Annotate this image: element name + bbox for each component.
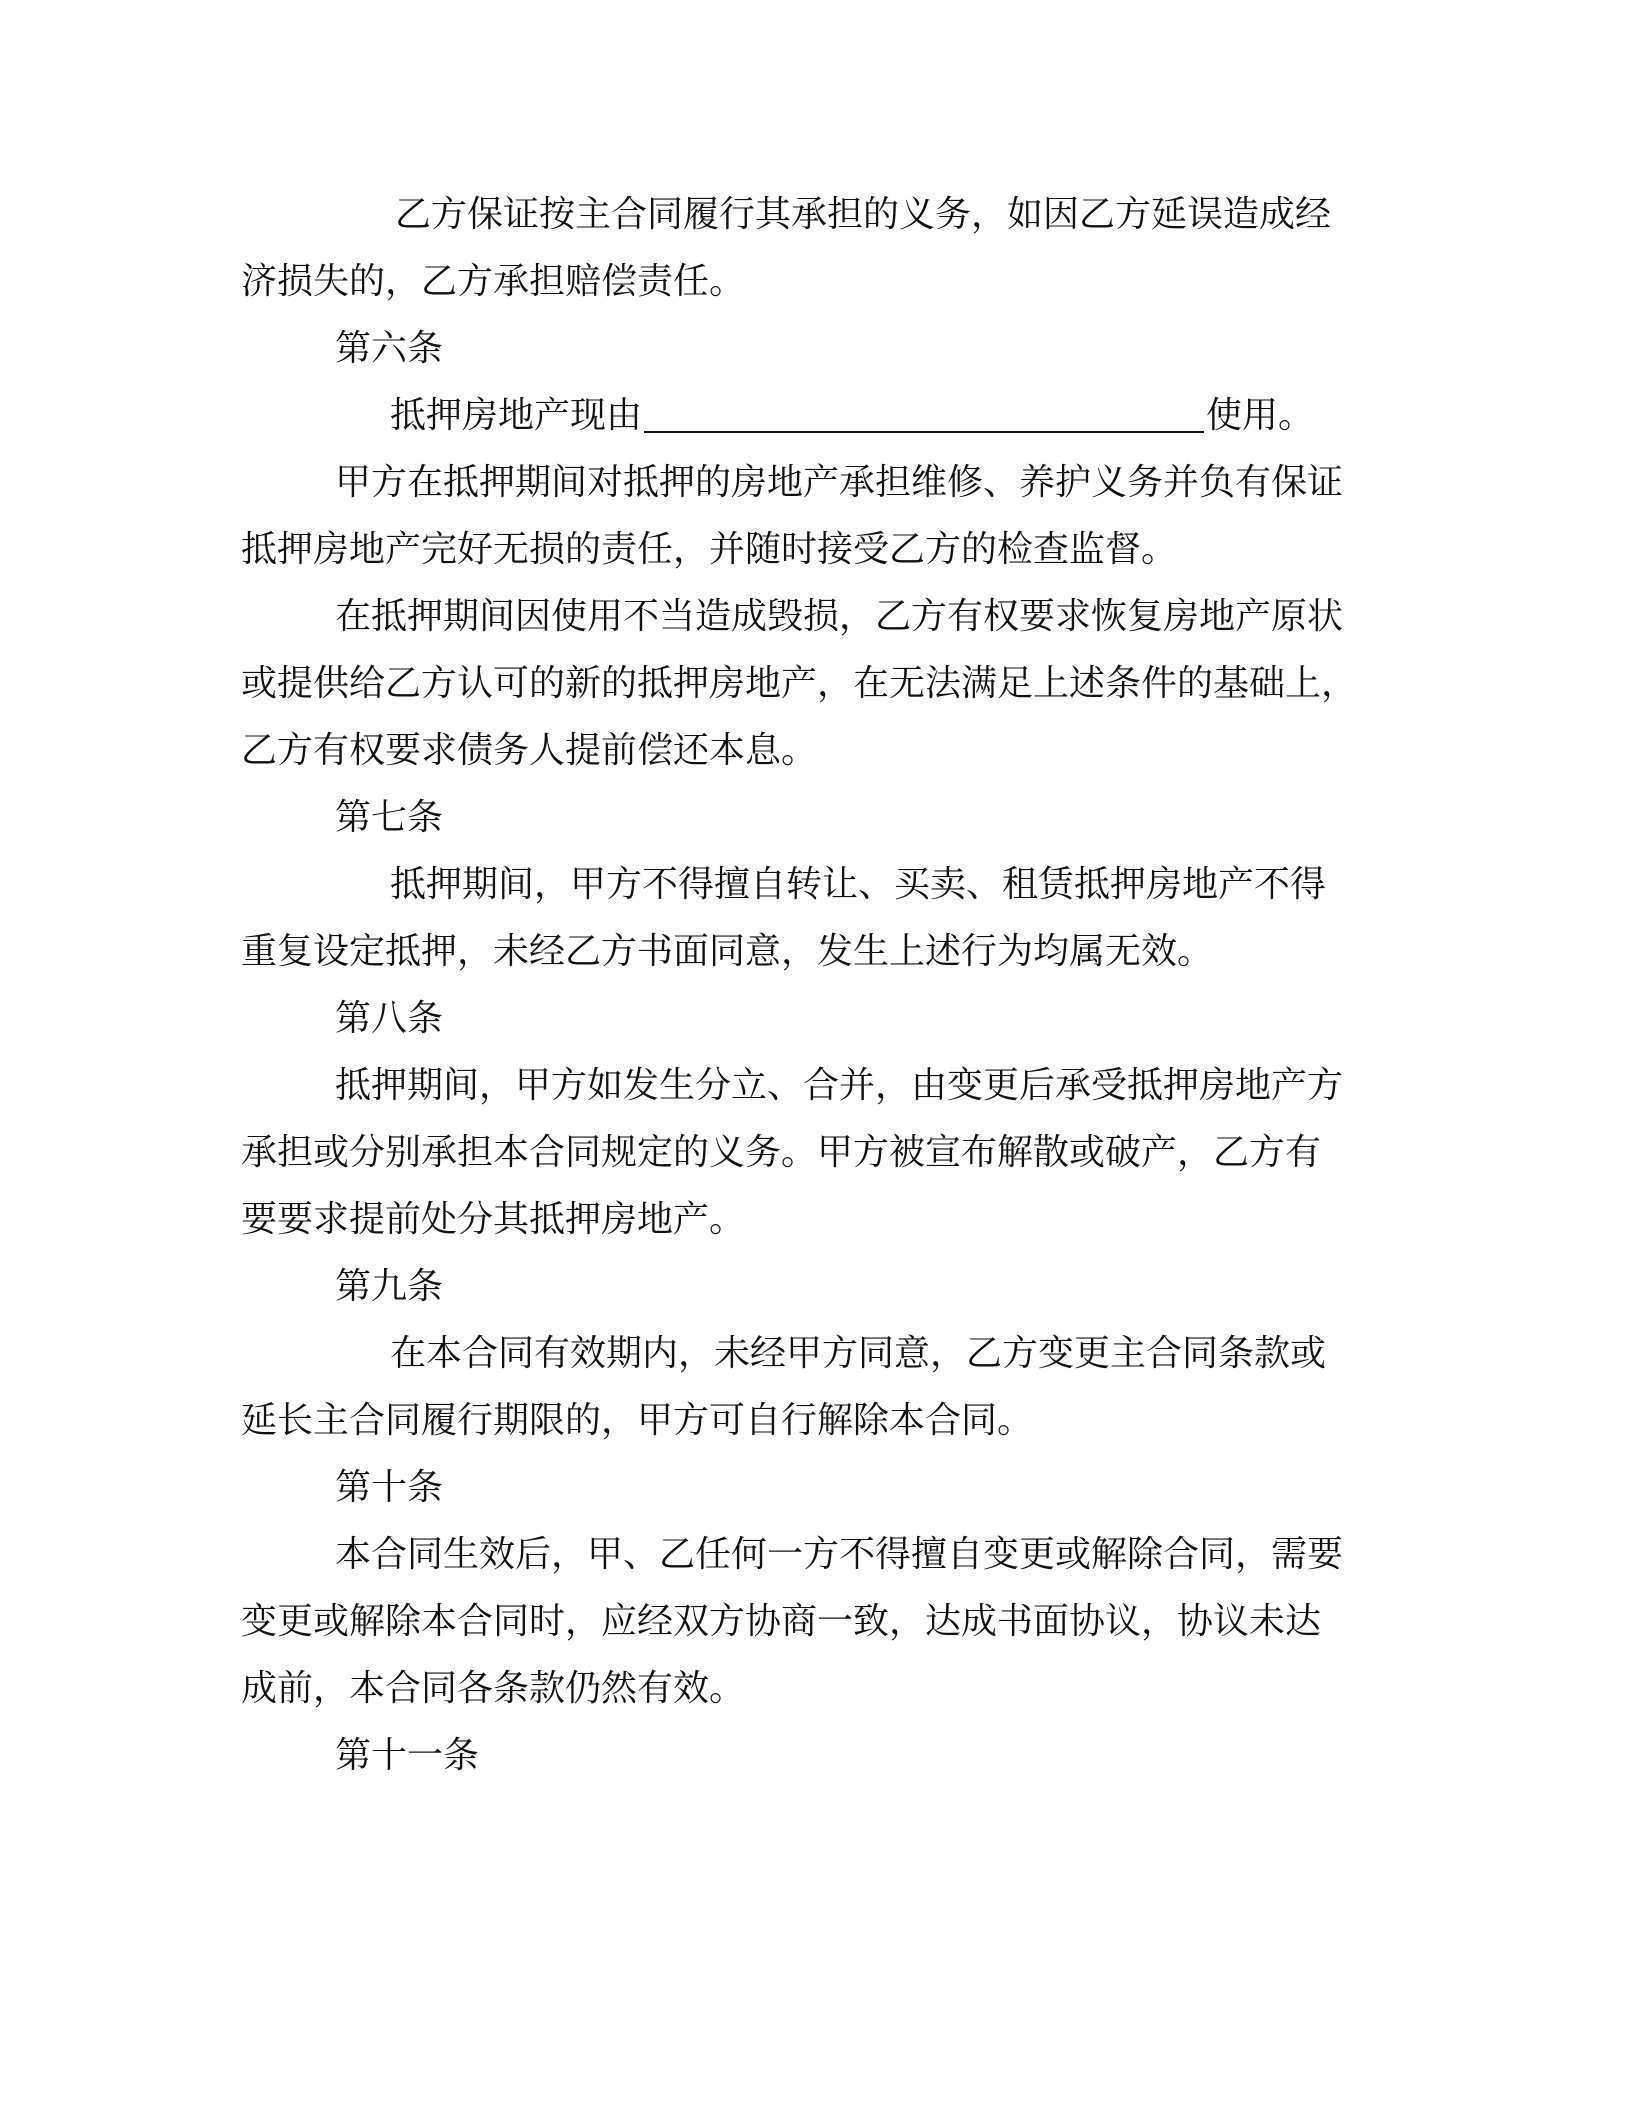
article-9-heading: 第九条 — [335, 1266, 444, 1307]
article-6-paragraph-line: 甲方在抵押期间对抵押的房地产承担维修、养护义务并负有保证 — [335, 462, 1344, 503]
article-6-paragraph-line: 乙方有权要求债务人提前偿还本息。 — [241, 730, 818, 771]
article-6-paragraph-line: 在抵押期间因使用不当造成毁损，乙方有权要求恢复房地产原状 — [335, 596, 1344, 637]
article-9-paragraph-line: 在本合同有效期内，未经甲方同意，乙方变更主合同条款或 — [390, 1333, 1327, 1374]
article-6-usage-suffix: 使用。 — [1206, 395, 1315, 436]
article-11-heading: 第十一条 — [335, 1735, 480, 1776]
fill-in-blank[interactable] — [644, 395, 1204, 433]
article-8-paragraph-line: 承担或分别承担本合同规定的义务。甲方被宣布解散或破产，乙方有 — [241, 1132, 1322, 1173]
article-8-heading: 第八条 — [335, 998, 444, 1039]
article-7-paragraph-line: 抵押期间，甲方不得擅自转让、买卖、租赁抵押房地产不得 — [390, 864, 1327, 905]
article-8-paragraph-line: 抵押期间，甲方如发生分立、合并，由变更后承受抵押房地产方 — [335, 1065, 1344, 1106]
article-6-usage-line — [390, 390, 1314, 442]
article-8-paragraph-line: 要要求提前处分其抵押房地产。 — [241, 1199, 746, 1240]
article-6-usage-prefix: 抵押房地产现由 — [390, 395, 643, 436]
article-10-heading: 第十条 — [335, 1467, 444, 1508]
article-6-heading: 第六条 — [335, 328, 444, 369]
article-5-paragraph-line: 乙方保证按主合同履行其承担的义务，如因乙方延误造成经 — [395, 194, 1332, 235]
article-7-heading: 第七条 — [335, 797, 444, 838]
article-10-paragraph-line: 本合同生效后，甲、乙任何一方不得擅自变更或解除合同，需要 — [335, 1534, 1344, 1575]
article-10-paragraph-line: 成前，本合同各条款仍然有效。 — [241, 1668, 746, 1709]
article-6-paragraph-line: 或提供给乙方认可的新的抵押房地产，在无法满足上述条件的基础上， — [241, 663, 1358, 704]
article-10-paragraph-line: 变更或解除本合同时，应经双方协商一致，达成书面协议，协议未达 — [241, 1601, 1322, 1642]
article-7-paragraph-line: 重复设定抵押，未经乙方书面同意，发生上述行为均属无效。 — [241, 931, 1214, 972]
article-9-paragraph-line: 延长主合同履行期限的，甲方可自行解除本合同。 — [241, 1400, 1034, 1441]
article-6-paragraph-line: 抵押房地产完好无损的责任，并随时接受乙方的检查监督。 — [241, 529, 1178, 570]
article-5-paragraph-line: 济损失的，乙方承担赔偿责任。 — [241, 261, 746, 302]
